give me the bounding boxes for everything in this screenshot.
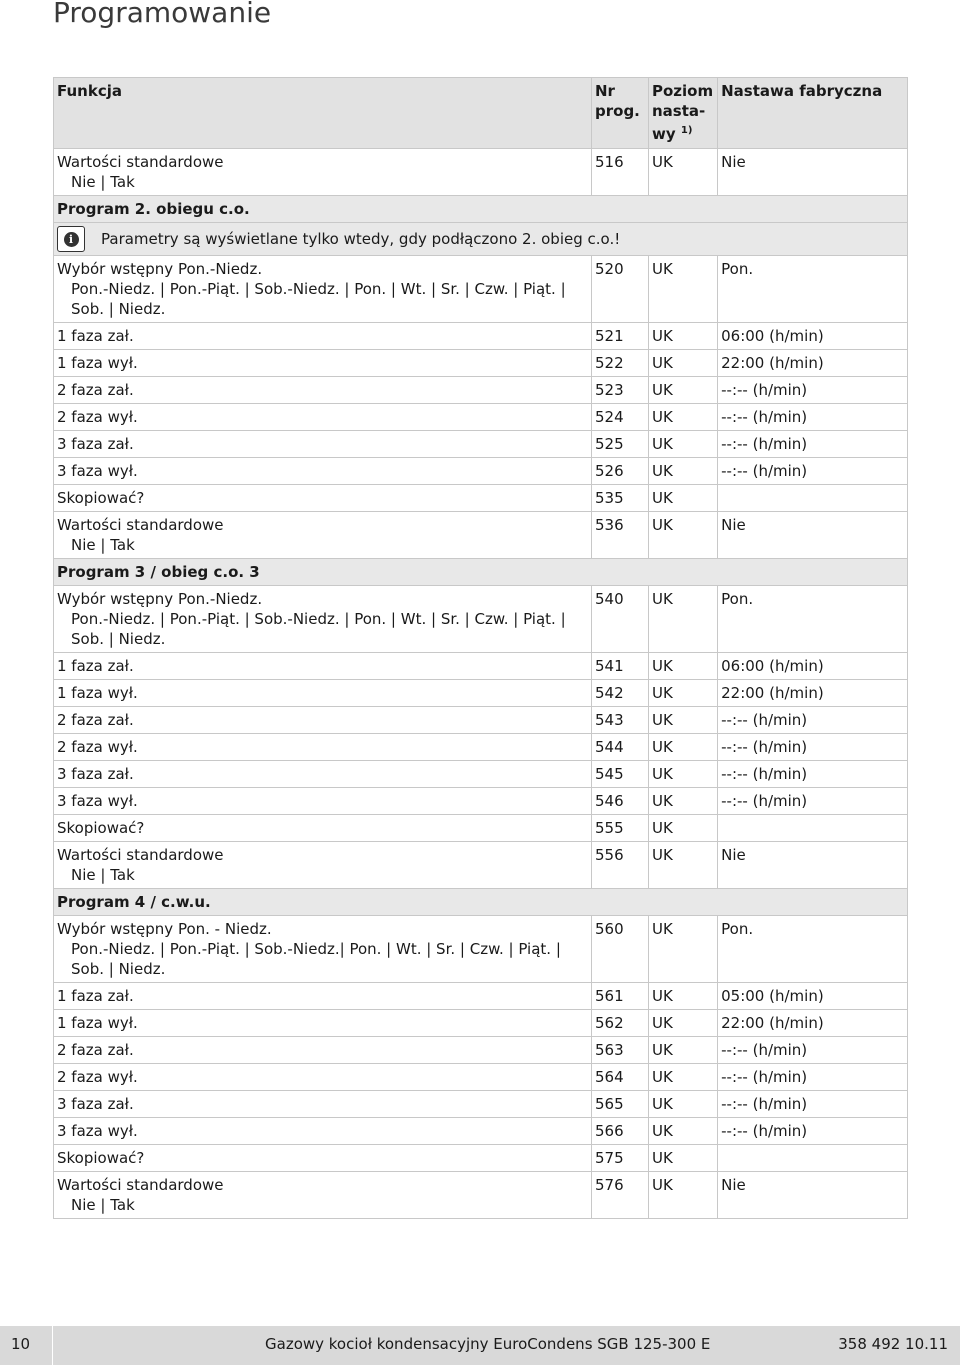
function-options: Nie | Tak — [71, 866, 135, 884]
cell-factory — [718, 485, 908, 512]
cell-level: UK — [649, 842, 718, 889]
cell-nr: 565 — [592, 1091, 649, 1118]
cell-factory: Nie — [718, 842, 908, 889]
cell-nr: 560 — [592, 916, 649, 983]
cell-factory: 22:00 (h/min) — [718, 350, 908, 377]
cell-function — [54, 761, 592, 788]
table-row — [54, 431, 908, 458]
cell-level: UK — [649, 404, 718, 431]
cell-function — [54, 1037, 592, 1064]
cell-function — [54, 788, 592, 815]
cell-nr: 563 — [592, 1037, 649, 1064]
table-row — [54, 377, 908, 404]
cell-level: UK — [649, 458, 718, 485]
function-options: Nie | Tak — [71, 173, 135, 191]
table-row — [54, 149, 908, 196]
table-row — [54, 788, 908, 815]
cell-function — [54, 404, 592, 431]
cell-level: UK — [649, 983, 718, 1010]
function-options: Pon.-Niedz. | Pon.-Piąt. | Sob.-Niedz. | Pon. | Wt. | Sr. | Czw. | Piąt. | Sob. | Niedz. — [71, 280, 566, 318]
cell-factory: Nie — [718, 1172, 908, 1219]
cell-factory — [718, 1145, 908, 1172]
cell-factory: --:-- (h/min) — [718, 431, 908, 458]
function-label: Skopiować? — [57, 1149, 145, 1167]
cell-level: UK — [649, 149, 718, 196]
cell-level: UK — [649, 256, 718, 323]
table-row — [54, 1010, 908, 1037]
cell-function — [54, 1010, 592, 1037]
section-title: Program 4 / c.w.u. — [54, 889, 908, 916]
cell-factory: --:-- (h/min) — [718, 1037, 908, 1064]
table-row — [54, 1064, 908, 1091]
cell-nr: 562 — [592, 1010, 649, 1037]
function-label: 2 faza zał. — [57, 1041, 134, 1059]
cell-level: UK — [649, 485, 718, 512]
cell-nr: 543 — [592, 707, 649, 734]
table-row — [54, 458, 908, 485]
cell-function — [54, 653, 592, 680]
cell-factory: 22:00 (h/min) — [718, 1010, 908, 1037]
function-label: 3 faza zał. — [57, 765, 134, 783]
cell-nr: 540 — [592, 586, 649, 653]
cell-level: UK — [649, 323, 718, 350]
table-row — [54, 916, 908, 983]
cell-factory: Pon. — [718, 586, 908, 653]
function-label: 2 faza wył. — [57, 408, 138, 426]
cell-nr: 541 — [592, 653, 649, 680]
cell-level: UK — [649, 586, 718, 653]
settings-table — [53, 77, 908, 1219]
header-poziom-footnote: 1) — [680, 125, 693, 136]
footer-code: 358 492 10.11 — [838, 1335, 948, 1353]
table-row — [54, 323, 908, 350]
cell-nr: 556 — [592, 842, 649, 889]
cell-factory: --:-- (h/min) — [718, 1064, 908, 1091]
section-header-sec3 — [54, 559, 908, 586]
cell-level: UK — [649, 377, 718, 404]
header-nr-prog: Nr prog. — [592, 78, 649, 149]
cell-level: UK — [649, 350, 718, 377]
cell-factory: --:-- (h/min) — [718, 761, 908, 788]
info-icon: i — [57, 226, 85, 252]
cell-nr: 566 — [592, 1118, 649, 1145]
table-row — [54, 707, 908, 734]
function-label: 1 faza wył. — [57, 354, 138, 372]
cell-factory: --:-- (h/min) — [718, 1091, 908, 1118]
cell-factory: Nie — [718, 512, 908, 559]
cell-nr: 575 — [592, 1145, 649, 1172]
function-label: Skopiować? — [57, 819, 145, 837]
function-label: 3 faza wył. — [57, 792, 138, 810]
cell-function — [54, 1145, 592, 1172]
cell-function — [54, 1172, 592, 1219]
function-options: Pon.-Niedz. | Pon.-Piąt. | Sob.-Niedz. | Pon. | Wt. | Sr. | Czw. | Piąt. | Sob. | Niedz. — [71, 610, 566, 648]
cell-function — [54, 256, 592, 323]
cell-nr: 520 — [592, 256, 649, 323]
cell-function — [54, 512, 592, 559]
table-row — [54, 983, 908, 1010]
table-row — [54, 1118, 908, 1145]
cell-nr: 555 — [592, 815, 649, 842]
table-header-row — [54, 78, 908, 149]
cell-nr: 522 — [592, 350, 649, 377]
cell-factory: Pon. — [718, 256, 908, 323]
function-label: Wybór wstępny Pon. - Niedz. — [57, 920, 272, 938]
table-row — [54, 1145, 908, 1172]
cell-function — [54, 431, 592, 458]
function-label: Wybór wstępny Pon.-Niedz. — [57, 260, 263, 278]
footer-title: Gazowy kocioł kondensacyjny EuroCondens SGB 125-300 E — [265, 1335, 711, 1353]
function-label: Skopiować? — [57, 489, 145, 507]
function-label: Wybór wstępny Pon.-Niedz. — [57, 590, 263, 608]
table-row — [54, 734, 908, 761]
function-label: 3 faza zał. — [57, 1095, 134, 1113]
cell-factory: --:-- (h/min) — [718, 1118, 908, 1145]
cell-function — [54, 586, 592, 653]
cell-level: UK — [649, 1064, 718, 1091]
cell-level: UK — [649, 1037, 718, 1064]
cell-nr: 525 — [592, 431, 649, 458]
cell-function — [54, 458, 592, 485]
cell-function — [54, 377, 592, 404]
cell-level: UK — [649, 1118, 718, 1145]
section-title: Program 2. obiegu c.o. — [54, 196, 908, 223]
function-label: Wartości standardowe — [57, 1176, 224, 1194]
cell-level: UK — [649, 1145, 718, 1172]
function-label: 2 faza wył. — [57, 1068, 138, 1086]
function-label: 3 faza zał. — [57, 435, 134, 453]
cell-level: UK — [649, 916, 718, 983]
cell-nr: 516 — [592, 149, 649, 196]
cell-level: UK — [649, 1172, 718, 1219]
table-row — [54, 512, 908, 559]
header-nastawa: Nastawa fabryczna — [718, 78, 908, 149]
cell-function — [54, 983, 592, 1010]
table-row — [54, 1172, 908, 1219]
table-row — [54, 256, 908, 323]
cell-nr: 546 — [592, 788, 649, 815]
page-title: Programowanie — [53, 0, 272, 29]
note-text: Parametry są wyświetlane tylko wtedy, gdy podłączono 2. obieg c.o.! — [101, 230, 621, 248]
table-row — [54, 761, 908, 788]
cell-level: UK — [649, 512, 718, 559]
cell-level: UK — [649, 1010, 718, 1037]
cell-nr: 561 — [592, 983, 649, 1010]
cell-level: UK — [649, 788, 718, 815]
cell-function — [54, 149, 592, 196]
cell-function — [54, 485, 592, 512]
cell-nr: 564 — [592, 1064, 649, 1091]
page-footer — [0, 1326, 960, 1365]
cell-function — [54, 815, 592, 842]
cell-function — [54, 916, 592, 983]
header-poziom-text: Poziom nasta-wy — [652, 82, 714, 143]
cell-nr: 536 — [592, 512, 649, 559]
table-row — [54, 404, 908, 431]
cell-function — [54, 1064, 592, 1091]
table-row — [54, 350, 908, 377]
cell-level: UK — [649, 815, 718, 842]
function-label: Wartości standardowe — [57, 153, 224, 171]
function-label: 1 faza wył. — [57, 1014, 138, 1032]
function-label: Wartości standardowe — [57, 846, 224, 864]
cell-factory: --:-- (h/min) — [718, 788, 908, 815]
cell-nr: 521 — [592, 323, 649, 350]
function-label: 3 faza wył. — [57, 462, 138, 480]
note-cell — [54, 223, 908, 256]
function-options: Pon.-Niedz. | Pon.-Piąt. | Sob.-Niedz.| Pon. | Wt. | Sr. | Czw. | Piąt. | Sob. | Niedz. — [71, 940, 561, 978]
page-number: 10 — [11, 1335, 31, 1353]
cell-function — [54, 707, 592, 734]
cell-nr: 526 — [592, 458, 649, 485]
cell-factory: 05:00 (h/min) — [718, 983, 908, 1010]
cell-nr: 576 — [592, 1172, 649, 1219]
cell-factory: --:-- (h/min) — [718, 377, 908, 404]
function-options: Nie | Tak — [71, 1196, 135, 1214]
section-title: Program 3 / obieg c.o. 3 — [54, 559, 908, 586]
cell-function — [54, 680, 592, 707]
table-row — [54, 842, 908, 889]
cell-level: UK — [649, 734, 718, 761]
cell-nr: 524 — [592, 404, 649, 431]
cell-nr: 544 — [592, 734, 649, 761]
cell-function — [54, 1118, 592, 1145]
cell-level: UK — [649, 761, 718, 788]
cell-level: UK — [649, 680, 718, 707]
cell-function — [54, 842, 592, 889]
function-label: 2 faza zał. — [57, 381, 134, 399]
cell-level: UK — [649, 1091, 718, 1118]
table-row — [54, 653, 908, 680]
cell-factory: 06:00 (h/min) — [718, 653, 908, 680]
cell-factory: Nie — [718, 149, 908, 196]
function-label: 3 faza wył. — [57, 1122, 138, 1140]
cell-factory: Pon. — [718, 916, 908, 983]
table-row — [54, 586, 908, 653]
function-label: 2 faza zał. — [57, 711, 134, 729]
function-label: 1 faza wył. — [57, 684, 138, 702]
cell-factory: --:-- (h/min) — [718, 707, 908, 734]
cell-factory: 06:00 (h/min) — [718, 323, 908, 350]
cell-factory: 22:00 (h/min) — [718, 680, 908, 707]
header-poziom — [649, 78, 718, 149]
cell-function — [54, 350, 592, 377]
footer-divider — [52, 1326, 53, 1365]
cell-factory: --:-- (h/min) — [718, 404, 908, 431]
note — [57, 226, 903, 252]
function-label: Wartości standardowe — [57, 516, 224, 534]
cell-factory — [718, 815, 908, 842]
cell-level: UK — [649, 653, 718, 680]
function-label: 1 faza zał. — [57, 327, 134, 345]
section-header-program-2 — [54, 196, 908, 223]
cell-level: UK — [649, 707, 718, 734]
cell-nr: 545 — [592, 761, 649, 788]
function-label: 2 faza wył. — [57, 738, 138, 756]
note-row — [54, 223, 908, 256]
table-row — [54, 1037, 908, 1064]
cell-factory: --:-- (h/min) — [718, 734, 908, 761]
table-row — [54, 680, 908, 707]
cell-nr: 542 — [592, 680, 649, 707]
header-funkcja: Funkcja — [54, 78, 592, 149]
function-label: 1 faza zał. — [57, 657, 134, 675]
cell-nr: 523 — [592, 377, 649, 404]
cell-function — [54, 734, 592, 761]
table-row — [54, 815, 908, 842]
section-header-sec4 — [54, 889, 908, 916]
cell-level: UK — [649, 431, 718, 458]
function-options: Nie | Tak — [71, 536, 135, 554]
function-label: 1 faza zał. — [57, 987, 134, 1005]
cell-function — [54, 323, 592, 350]
cell-nr: 535 — [592, 485, 649, 512]
table-row — [54, 485, 908, 512]
cell-function — [54, 1091, 592, 1118]
cell-factory: --:-- (h/min) — [718, 458, 908, 485]
table-row — [54, 1091, 908, 1118]
